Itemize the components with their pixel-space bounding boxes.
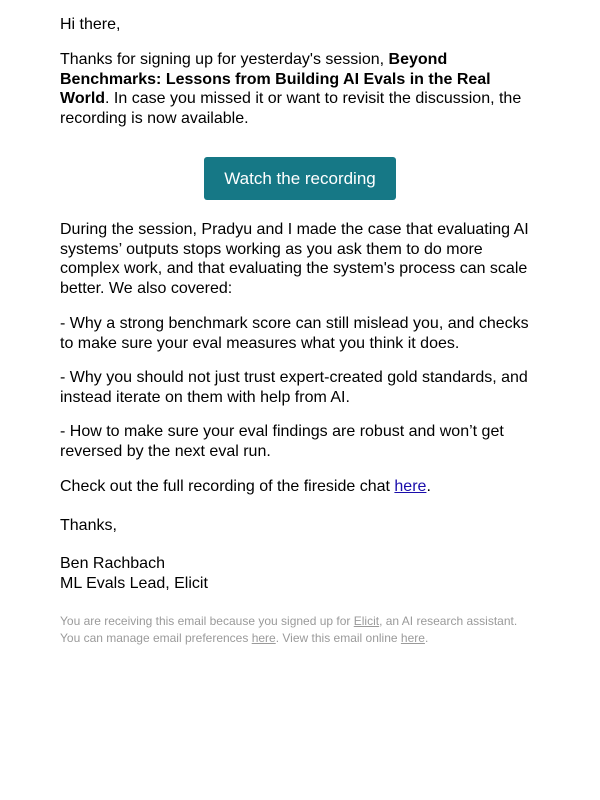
signature [60, 554, 534, 593]
intro-paragraph [60, 50, 534, 128]
view-online-link[interactable]: here [400, 630, 425, 645]
footer-line-1 [60, 613, 540, 630]
cta-container [60, 157, 540, 200]
intro-text-before: Thanks for signing up for yesterday's session, [60, 51, 389, 68]
fireside-recording-link[interactable]: here [394, 478, 427, 495]
session-paragraph: During the session, Pradyu and I made the case that evaluating AI systems’ outputs stops working as you ask them to do more complex work, and that evaluating the system's process can scale better. We also covered: [60, 221, 529, 297]
fireside-text-after: . [426, 478, 431, 495]
footer-text: . [424, 630, 429, 645]
signature-title: ML Evals Lead, Elicit [60, 574, 208, 592]
elicit-link[interactable]: Elicit [353, 614, 380, 628]
bullet-item: - Why you should not just trust expert-created gold standards, and instead iterate on them with help from AI. [60, 369, 528, 406]
footer-text: . View this email online [275, 630, 401, 645]
footer-text: , an AI research assistant. [379, 614, 518, 628]
signoff: Thanks, [60, 517, 117, 534]
intro-text-after: . In case you missed it or want to revisit the discussion, the recording is now available. [60, 90, 522, 127]
footer-text: You are receiving this email because you signed up for [60, 614, 354, 628]
manage-preferences-link[interactable]: here [251, 630, 276, 645]
signature-name: Ben Rachbach [60, 555, 165, 572]
footer-text: You can manage email preferences [60, 630, 252, 645]
bullet-item: - How to make sure your eval findings are robust and won’t get reversed by the next eval run. [60, 423, 504, 460]
fireside-text-before: Check out the full recording of the fireside chat [60, 478, 395, 495]
greeting: Hi there, [60, 16, 121, 33]
session-title: Beyond Benchmarks: Lessons from Building AI Evals in the Real World [60, 51, 491, 107]
bullet-item: - Why a strong benchmark score can still mislead you, and checks to make sure your eval measures what you think it does. [60, 315, 529, 352]
fireside-paragraph [60, 477, 534, 497]
footer-line-2 [60, 630, 540, 647]
email-footer [60, 613, 540, 646]
watch-recording-button[interactable]: Watch the recording [204, 157, 396, 200]
